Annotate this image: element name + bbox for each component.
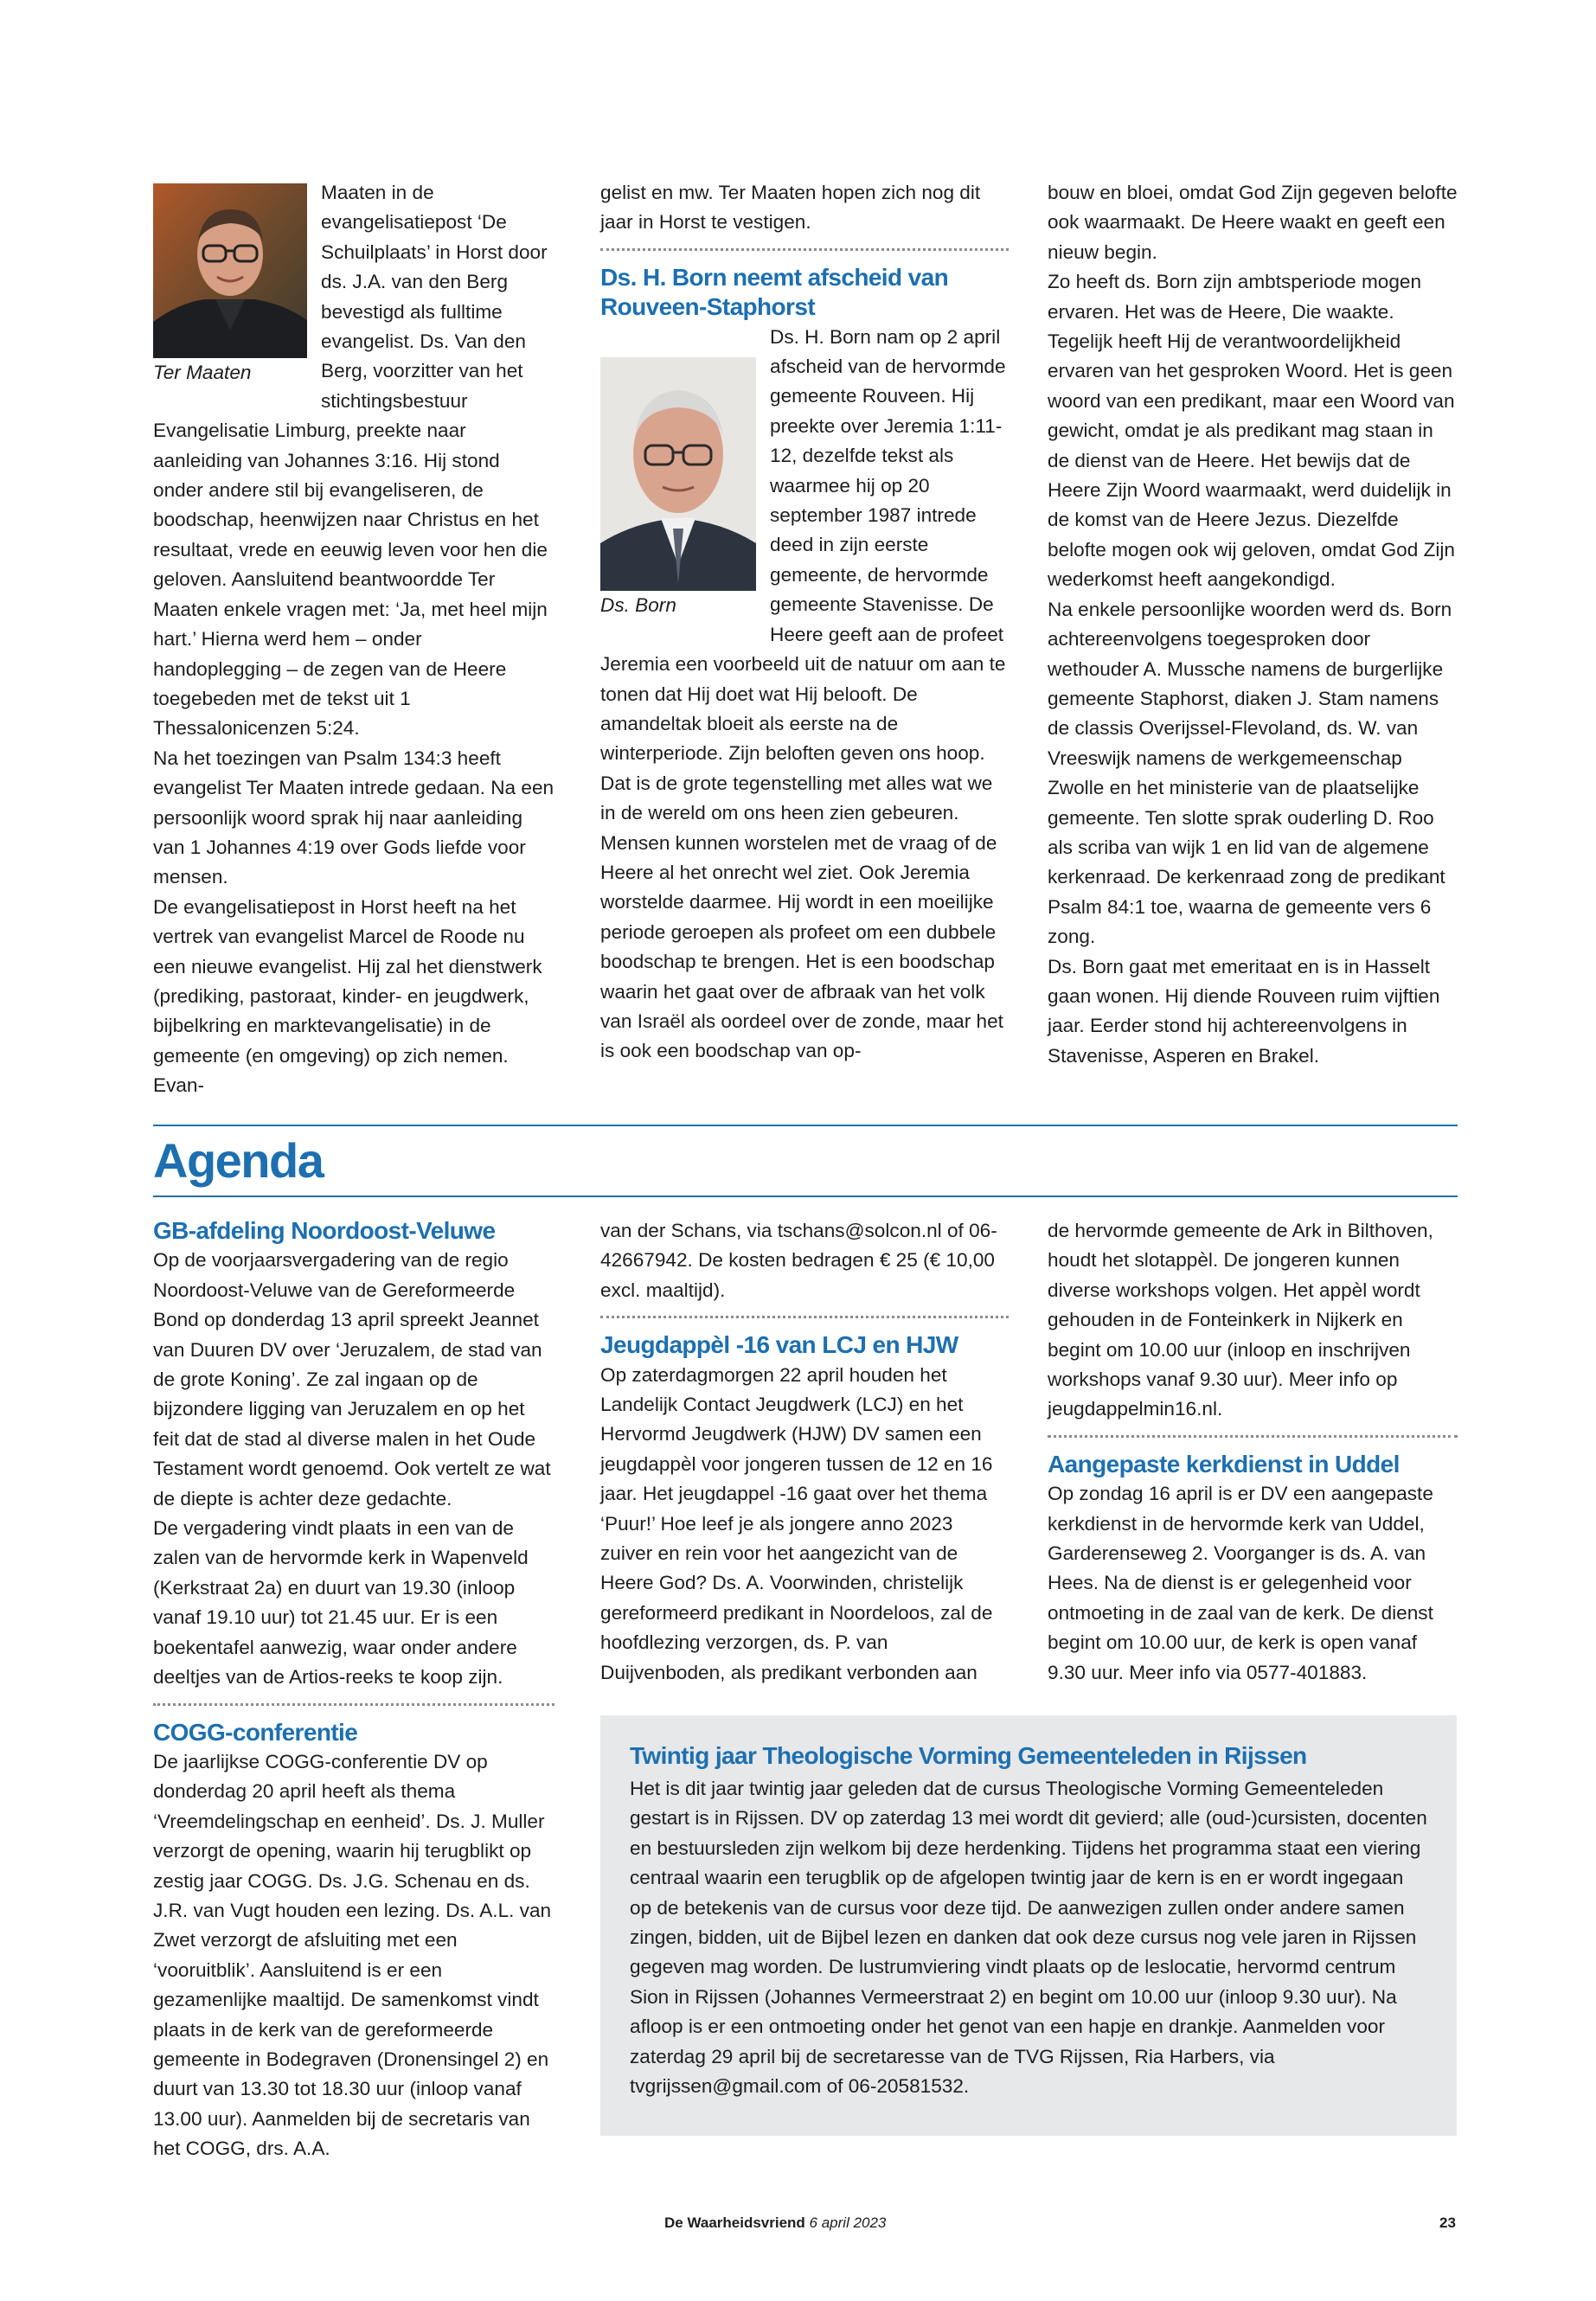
article-column-2 <box>600 178 1009 1067</box>
agenda-jeugd-cont: de hervormde gemeente de Ark in Bilthoven, houdt het slotappèl. De jongeren kunnen diverse workshops volgen. Het appèl wordt gehouden in de Fonteinkerk in Nijkerk en begint om 10.00 uur (inloop en inschrijven workshops vanaf 9.30 uur). Meer info op jeugdappelmin16.nl. <box>1048 1220 1433 1420</box>
agenda-uddel-p1: Op zondag 16 april is er DV een aangepaste kerkdienst in de hervormde kerk van Uddel, Garderenseweg 2. Voorganger is ds. A. van Hees. Na de dienst is er gelegenheid voor ontmoeting in de zaal van de kerk. De dienst begint om 10.00 uur, de kerk is open vanaf 9.30 uur. Meer info via 0577-401883. <box>1048 1483 1433 1683</box>
article-text-c3-p1: bouw en bloei, omdat God Zijn gegeven belofte ook waarmaakt. De Heere waakt en geeft een nieuw begin. <box>1048 182 1458 263</box>
agenda-column-2 <box>600 1216 1009 1688</box>
agenda-title: Agenda <box>153 1133 324 1188</box>
dotted-divider <box>153 1703 554 1706</box>
agenda-cogg-cont: van der Schans, via tschans@solcon.nl of 06-42667942. De kosten bedragen € 25 (€ 10,00 excl. maaltijd). <box>600 1220 997 1301</box>
article-text-p3: De evangelisatiepost in Horst heeft na het vertrek van evangelist Marcel de Roode nu een nieuwe evangelist. Hij zal het dienstwerk (prediking, pastoraat, kinder- en jeugdwerk, bijbelkring en marktevangelisatie) in de gemeente (en omgeving) op zich nemen. Evan- <box>153 895 542 1097</box>
article-text-born-body: Ds. H. Born nam op 2 april afscheid van de hervormde gemeente Rouveen. Hij preekte over Jeremia 1:11-12, dezelfde tekst als waarmee hij op 20 september 1987 intrede deed in zijn eerste gemeente, de hervormde gemeente Stavenisse. De Heere geeft aan de profeet Jeremia een voorbeeld uit de natuur om aan te tonen dat Hij doet wat Hij belooft. De amandeltak bloeit als eerste na de winterperiode. Zijn beloften geven ons hoop. Dat is de grote tegenstelling met alles wat we in de wereld om ons heen zien gebeuren. Mensen kunnen worstelen met de vraag of de Heere al het onrecht wel ziet. Ook Jeremia worstelde daarmee. Hij wordt in een moeilijke periode geroepen als profeet om een dubbele boodschap te brengen. Het is een boodschap waarin het gaat over de afbraak van het volk van Israël als oordeel over de zonde, maar het is ook een boodschap van op- <box>600 325 1006 1062</box>
agenda-column-3 <box>1048 1216 1458 1688</box>
footer-date: 6 april 2023 <box>809 2214 887 2231</box>
footer-magazine-name: De Waarheidsvriend <box>664 2214 805 2231</box>
dotted-divider <box>1048 1435 1458 1438</box>
portrait-ds-born-image <box>600 357 756 591</box>
agenda-heading-uddel: Aangepaste kerkdienst in Uddel <box>1048 1450 1400 1477</box>
article-heading-born <box>600 263 1009 323</box>
article-text-intro <box>153 178 554 744</box>
article-text-p2: Na het toezingen van Psalm 134:3 heeft evangelist Ter Maaten intrede gedaan. Na een persoonlijk woord sprak hij naar aanleiding van 1 Johannes 4:19 over Gods liefde voor mensen. <box>153 747 554 888</box>
agenda-bottom-rule <box>153 1195 1458 1197</box>
tvg-announcement-box <box>600 1715 1457 2136</box>
tvg-heading: Twintig jaar Theologische Vorming Gemeenteleden in Rijssen <box>630 1742 1307 1769</box>
agenda-top-rule <box>153 1125 1458 1126</box>
footer-masthead <box>664 2214 886 2232</box>
portrait-ter-maaten-image <box>153 183 307 358</box>
photo-ds-born <box>600 357 756 620</box>
article-column-3 <box>1048 178 1458 1071</box>
agenda-cogg-p1: De jaarlijkse COGG-conferentie DV op donderdag 20 april heeft als thema ‘Vreemdelingschap en eenheid’. Ds. J. Muller verzorgt de opening, waarin hij terugblikt op zestig jaar COGG. Ds. J.G. Schenau en ds. J.R. van Vugt houden een lezing. Ds. A.L. van Zwet verzorgt de afsluiting met een ‘vooruitblik’. Aansluitend is er een gezamenlijke maaltijd. De samenkomst vindt plaats in de kerk van de gereformeerde gemeente in Bodegraven (Dronensingel 2) en duurt van 13.30 tot 18.30 uur (inloop vanaf 13.00 uur). Aanmelden bij de secretaris van het COGG, drs. A.A. <box>153 1750 552 2160</box>
article-text-intro-body: Maaten in de evangelisatiepost ‘De Schuilplaats’ in Horst door ds. J.A. van den Berg bevestigd als fulltime evangelist. Ds. Van den Berg, voorzitter van het stichtingsbestuur Evangelisatie Limburg, preekte naar aanleiding van Johannes 3:16. Hij stond onder andere stil bij evangeliseren, de boodschap, heenwijzen naar Christus en het resultaat, vrede en eeuwig leven voor hen die geloven. Aansluitend beantwoordde Ter Maaten enkele vragen met: ‘Ja, met heel mijn hart.’ Hierna werd hem – onder handoplegging – de zegen van de Heere toegebeden met de tekst uit 1 Thessalonicenzen 5:24. <box>153 182 548 740</box>
dotted-divider <box>600 248 1009 251</box>
article-text-born <box>600 323 1009 1067</box>
footer-page-number: 23 <box>1439 2214 1456 2231</box>
agenda-heading-jeugd: Jeugdappèl -16 van LCJ en HJW <box>600 1331 958 1359</box>
article-text-c3-p4: Ds. Born gaat met emeritaat en is in Hasselt gaan wonen. Hij diende Rouveen ruim vijftien jaar. Eerder stond hij achtereenvolgens in Stavenisse, Asperen en Brakel. <box>1048 955 1440 1067</box>
tvg-body: Het is dit jaar twintig jaar geleden dat de cursus Theologische Vorming Gemeenteleden gestart is in Rijssen. DV op zaterdag 13 mei wordt dit gevierd; alle (oud-)cursisten, docenten en bestuursleden zijn welkom bij deze herdenking. Tijdens het programma staat een viering centraal waarin een terugblik op de afgelopen twintig jaar de kern is en er wordt ingegaan op de betekenis van de cursus voor deze tijd. De aanwezigen zullen onder andere samen zingen, bidden, uit de Bijbel lezen en danken dat ook deze cursus nog vele jaren in Rijssen gegeven mag worden. De lustrumviering vindt plaats op de leslocatie, hervormd centrum Sion in Rijssen (Johannes Vermeerstraat 2) en begint om 10.00 uur (inloop 9.30 uur). Na afloop is er een ontmoeting onder het genot van een hapje en drankje. Aanmelden voor zaterdag 29 april bij de secretaresse van de TVG Rijssen, Ria Harbers, via tvgrijssen@gmail.com of 06-20581532. <box>630 1778 1427 2098</box>
photo-caption-ter-maaten: Ter Maaten <box>153 362 252 383</box>
dotted-divider <box>600 1316 1009 1318</box>
agenda-jeugd-p1: Op zaterdagmorgen 22 april houden het Landelijk Contact Jeugdwerk (LCJ) en het Hervormd Jeugdwerk (HJW) DV samen een jeugdappèl voor jongeren tussen de 12 en 16 jaar. Het jeugdappel -16 gaat over het thema ‘Puur!’ Hoe leef je als jongere anno 2023 zuiver en rein voor het aangezicht van de Heere God? Ds. A. Voorwinden, christelijk gereformeerd predikant in Noordeloos, zal de hoofdlezing verzorgen, ds. P. van Duijvenboden, als predikant verbonden aan <box>600 1363 993 1683</box>
photo-caption-ds-born: Ds. Born <box>600 593 676 616</box>
article-text-c3-p3: Na enkele persoonlijke woorden werd ds. Born achtereenvolgens toegesproken door wethouder A. Mussche namens de burgerlijke gemeente Staphorst, diaken J. Stam namens de classis Overijssel-Flevoland, ds. W. van Vreeswijk namens de werkgemeenschap Zwolle en het ministerie van de plaatselijke gemeente. Ten slotte sprak ouderling D. Roo als scriba van wijk 1 en lid van de algemene kerkenraad. De kerkenraad zong de predikant Psalm 84:1 toe, waarna de gemeente vers 6 zong. <box>1048 598 1452 948</box>
agenda-heading-cogg: COGG-conferentie <box>153 1718 358 1746</box>
agenda-gb-p2: De vergadering vindt plaats in een van de zalen van de hervormde kerk in Wapenveld (Kerkstraat 2a) en duurt van 19.30 (inloop vanaf 19.10 uur) tot 21.45 uur. Er is een boekentafel aanwezig, waar onder andere deeltjes van de Artios-reeks te koop zijn. <box>153 1517 529 1689</box>
article-text-c3-p2: Zo heeft ds. Born zijn ambtsperiode mogen ervaren. Het was de Heere, Die waakte. Tegelijk heeft Hij de verantwoordelijkheid ervaren van het gesproken Woord. Het is geen woord van een predikant, maar een Woord van gewicht, omdat je als predikant mag staan in de dienst van de Heere. Het bewijs dat de Heere Zijn Woord waarmaakt, werd duidelijk in de komst van de Heere Jezus. Diezelfde belofte mogen ook wij geloven, omdat God Zijn wederkomst heeft aangekondigd. <box>1048 271 1455 591</box>
article-text-continuation: gelist en mw. Ter Maaten hopen zich nog dit jaar in Horst te vestigen. <box>600 182 981 234</box>
photo-ter-maaten <box>153 183 307 388</box>
agenda-heading-gb: GB-afdeling Noordoost-Veluwe <box>153 1217 496 1244</box>
agenda-gb-p1: Op de voorjaarsvergadering van de regio Noordoost-Veluwe van de Gereformeerde Bond op donderdag 13 april spreekt Jeannet van Duuren DV over ‘Jeruzalem, de stad van de grote Koning’. Ze zal ingaan op de bijzondere ligging van Jeruzalem en op het feit dat de stad al diverse malen in het Oude Testament wordt genoemd. Ook vertelt ze wat de diepte is achter deze gedachte. <box>153 1249 551 1509</box>
article-heading-line-1: Ds. H. Born neemt afscheid van <box>600 263 949 291</box>
article-heading-line-2: Rouveen-Staphorst <box>600 293 816 321</box>
article-column-1 <box>153 178 554 1101</box>
agenda-column-1 <box>153 1216 554 2164</box>
